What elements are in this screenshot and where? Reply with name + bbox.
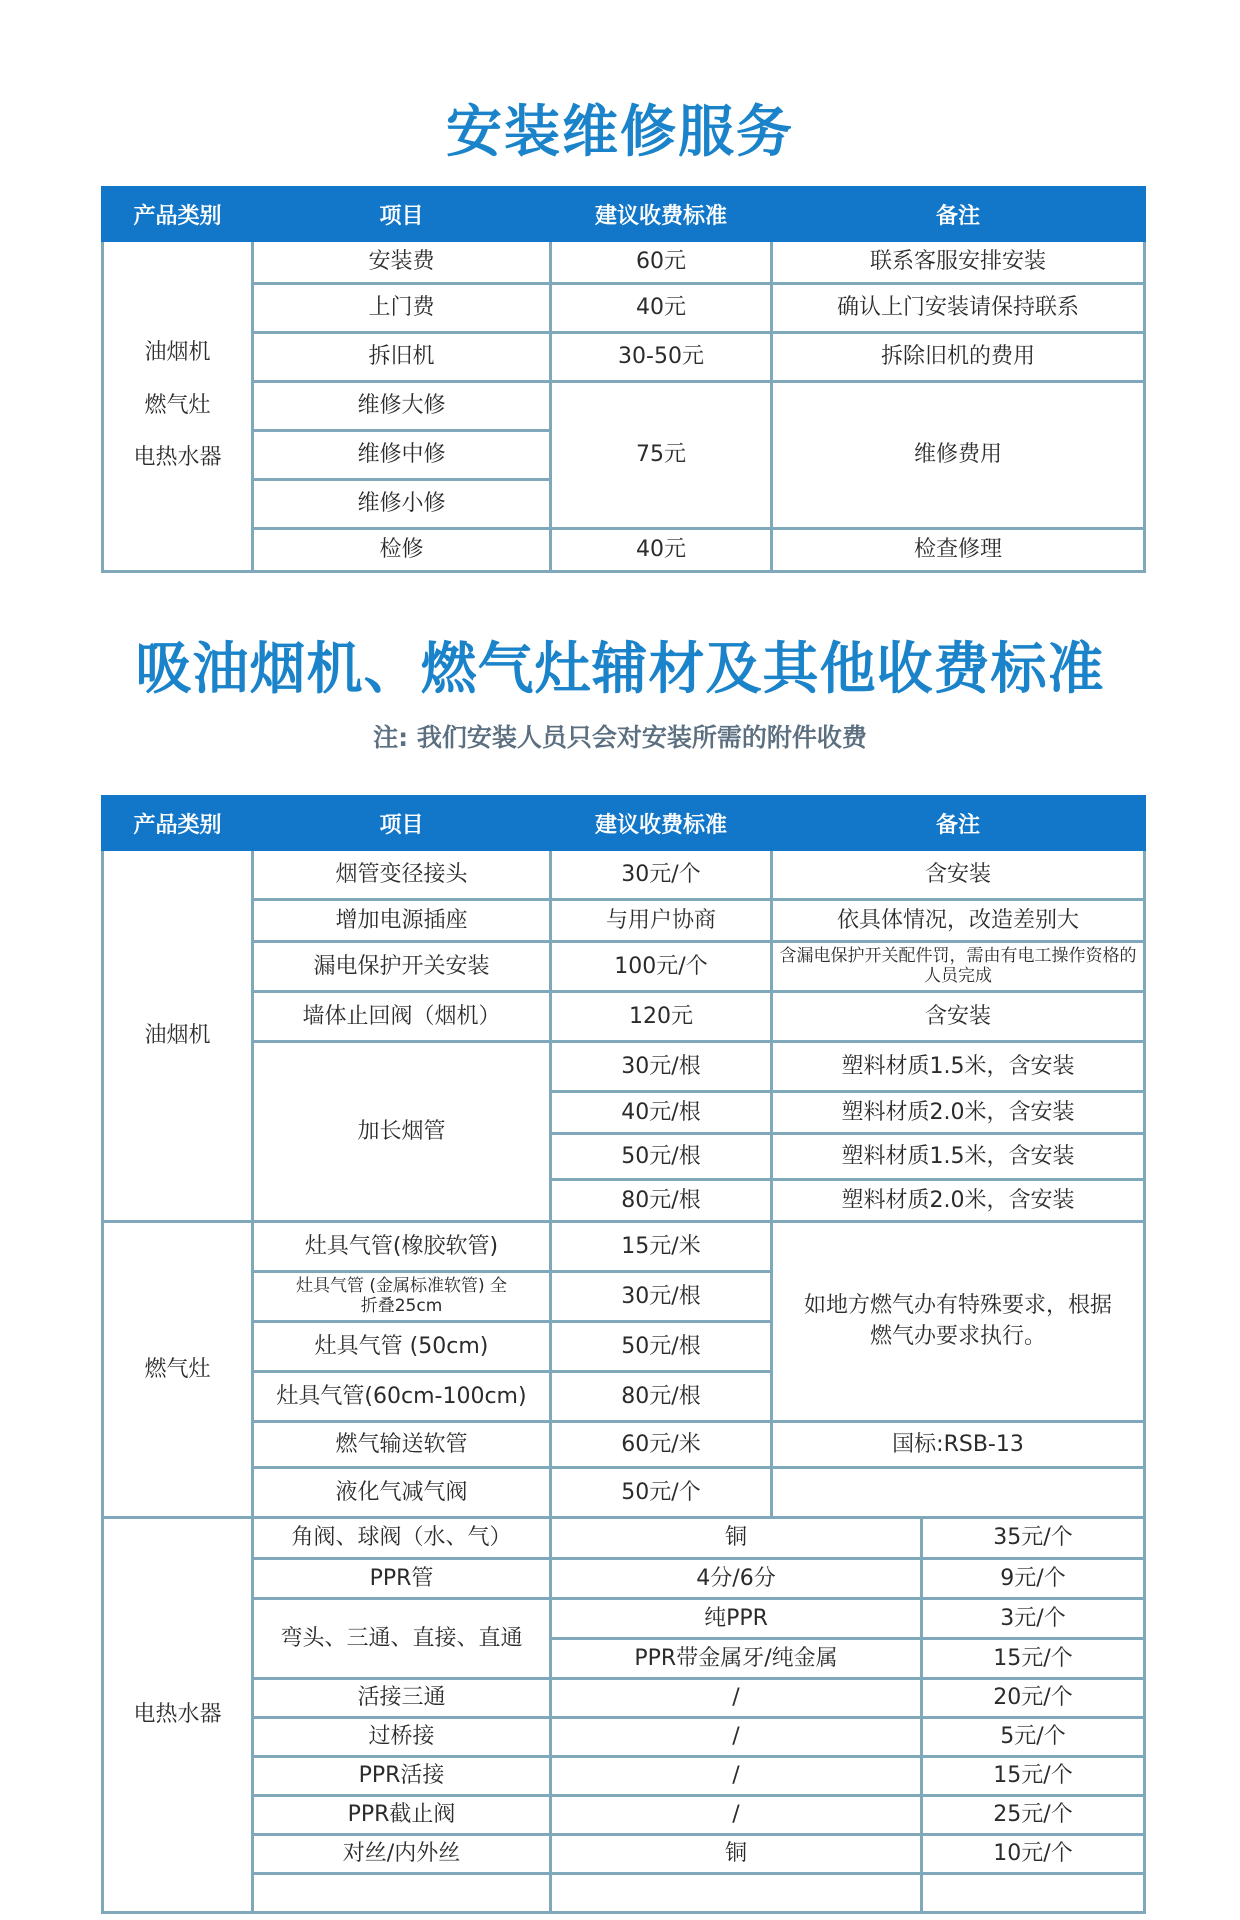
- material-cell: /: [551, 1679, 922, 1718]
- header-category: 产品类别: [103, 797, 253, 850]
- price-cell: 30元/个: [551, 850, 772, 900]
- material-cell: 4分/6分: [551, 1559, 922, 1599]
- price-cell: 120元: [551, 992, 772, 1042]
- price-cell: 60元/米: [551, 1422, 772, 1468]
- note-cell: 国标:RSB-13: [772, 1422, 1145, 1468]
- section-title-accessories: 吸油烟机、燃气灶辅材及其他收费标准: [135, 637, 1105, 702]
- item-cell: 漏电保护开关安装: [253, 942, 551, 992]
- table-row: [103, 1468, 1145, 1518]
- table-header-row: [103, 797, 1145, 850]
- install-repair-table: [101, 186, 1146, 573]
- table-row: [103, 1222, 1145, 1272]
- note-cell: 维修费用: [772, 382, 1145, 529]
- table-row: [103, 284, 1145, 333]
- category-heater: 电热水器: [103, 1518, 253, 1913]
- item-cell: 灶具气管 (金属标准软管) 全折叠25cm: [253, 1272, 551, 1322]
- note-cell: 塑料材质1.5米，含安装: [772, 1042, 1145, 1092]
- item-cell: 燃气输送软管: [253, 1422, 551, 1468]
- item-cell: 灶具气管(60cm-100cm): [253, 1372, 551, 1422]
- item-cell: 对丝/内外丝: [253, 1835, 551, 1874]
- header-note: 备注: [772, 797, 1145, 850]
- item-cell: 液化气减气阀: [253, 1468, 551, 1518]
- note-cell: 检查修理: [772, 529, 1145, 572]
- price-cell: 40元/根: [551, 1092, 772, 1134]
- price-cell: 20元/个: [922, 1679, 1145, 1718]
- item-cell: [253, 1874, 551, 1913]
- price-cell: 50元/个: [551, 1468, 772, 1518]
- table-row: [103, 1796, 1145, 1835]
- header-category: 产品类别: [103, 188, 253, 241]
- price-cell: 100元/个: [551, 942, 772, 992]
- material-cell: /: [551, 1796, 922, 1835]
- note-cell-shared: 如地方燃气办有特殊要求，根据燃气办要求执行。: [772, 1222, 1145, 1422]
- note-cell: 含安装: [772, 850, 1145, 900]
- price-cell: 35元/个: [922, 1518, 1145, 1559]
- price-cell: 40元: [551, 529, 772, 572]
- table-row: [103, 529, 1145, 572]
- note-cell: 塑料材质2.0米，含安装: [772, 1180, 1145, 1222]
- header-note: 备注: [772, 188, 1145, 241]
- item-cell: 拆旧机: [253, 333, 551, 382]
- price-cell: 5元/个: [922, 1718, 1145, 1757]
- material-cell: PPR带金属牙/纯金属: [551, 1639, 922, 1679]
- note-cell: 联系客服安排安装: [772, 241, 1145, 284]
- item-cell: 灶具气管 (50cm): [253, 1322, 551, 1372]
- item-cell: 检修: [253, 529, 551, 572]
- item-cell: PPR截止阀: [253, 1796, 551, 1835]
- table-row: [103, 992, 1145, 1042]
- price-cell: 50元/根: [551, 1134, 772, 1180]
- material-cell: 铜: [551, 1518, 922, 1559]
- item-cell: 墙体止回阀（烟机）: [253, 992, 551, 1042]
- price-cell: 25元/个: [922, 1796, 1145, 1835]
- note-cell: [772, 1468, 1145, 1518]
- note-cell: 塑料材质1.5米，含安装: [772, 1134, 1145, 1180]
- category-stove: 燃气灶: [103, 1222, 253, 1518]
- price-cell: 与用户协商: [551, 900, 772, 942]
- price-cell: 15元/个: [922, 1757, 1145, 1796]
- price-cell: 40元: [551, 284, 772, 333]
- material-cell: [551, 1874, 922, 1913]
- price-cell: 30-50元: [551, 333, 772, 382]
- price-cell: 75元: [551, 382, 772, 529]
- note-cell: 含漏电保护开关配件罚，需由有电工操作资格的人员完成: [772, 942, 1145, 992]
- item-cell: 过桥接: [253, 1718, 551, 1757]
- section-title-install-repair: 安装维修服务: [446, 100, 794, 165]
- table-row: [103, 900, 1145, 942]
- material-cell: /: [551, 1718, 922, 1757]
- price-cell: 30元/根: [551, 1042, 772, 1092]
- table-row: [103, 1835, 1145, 1874]
- material-cell: /: [551, 1757, 922, 1796]
- item-cell: 增加电源插座: [253, 900, 551, 942]
- header-item: 项目: [253, 797, 551, 850]
- table-row: [103, 1559, 1145, 1599]
- table-row: [103, 1422, 1145, 1468]
- table-row: [103, 942, 1145, 992]
- item-cell: 灶具气管(橡胶软管): [253, 1222, 551, 1272]
- price-cell: 50元/根: [551, 1322, 772, 1372]
- header-price: 建议收费标准: [551, 188, 772, 241]
- note-cell: 依具体情况，改造差别大: [772, 900, 1145, 942]
- material-cell: 铜: [551, 1835, 922, 1874]
- table-row: [103, 1518, 1145, 1559]
- item-cell: 加长烟管: [253, 1042, 551, 1222]
- price-cell: 80元/根: [551, 1372, 772, 1422]
- table-row: [103, 1042, 1145, 1092]
- item-cell: 弯头、三通、直接、直通: [253, 1599, 551, 1679]
- table-row: [103, 1718, 1145, 1757]
- table-row: [103, 850, 1145, 900]
- price-cell: 3元/个: [922, 1599, 1145, 1639]
- note-cell: 拆除旧机的费用: [772, 333, 1145, 382]
- price-cell: 15元/个: [922, 1639, 1145, 1679]
- item-cell: PPR管: [253, 1559, 551, 1599]
- note-cell: 塑料材质2.0米，含安装: [772, 1092, 1145, 1134]
- price-cell: [922, 1874, 1145, 1913]
- header-item: 项目: [253, 188, 551, 241]
- table-header-row: [103, 188, 1145, 241]
- table-row: [103, 1599, 1145, 1639]
- item-cell: 维修大修: [253, 382, 551, 431]
- table-row: [103, 382, 1145, 431]
- category-stove: 燃气灶: [144, 392, 211, 418]
- item-cell: 活接三通: [253, 1679, 551, 1718]
- price-cell: 9元/个: [922, 1559, 1145, 1599]
- price-cell: 80元/根: [551, 1180, 772, 1222]
- note-cell: 含安装: [772, 992, 1145, 1042]
- price-cell: 15元/米: [551, 1222, 772, 1272]
- note-cell: 确认上门安装请保持联系: [772, 284, 1145, 333]
- table-row: [103, 1874, 1145, 1913]
- header-price: 建议收费标准: [551, 797, 772, 850]
- category-heater: 电热水器: [133, 445, 222, 471]
- item-cell: PPR活接: [253, 1757, 551, 1796]
- category-hood: 油烟机: [144, 339, 211, 365]
- price-cell: 10元/个: [922, 1835, 1145, 1874]
- material-cell: 纯PPR: [551, 1599, 922, 1639]
- table-row: [103, 1679, 1145, 1718]
- section-note: 注: 我们安装人员只会对安装所需的附件收费: [373, 723, 867, 752]
- item-cell: 维修小修: [253, 480, 551, 529]
- table-row: [103, 333, 1145, 382]
- item-cell: 上门费: [253, 284, 551, 333]
- category-cell: [103, 241, 253, 572]
- item-cell: 角阀、球阀（水、气）: [253, 1518, 551, 1559]
- category-hood: 油烟机: [103, 850, 253, 1222]
- price-cell: 30元/根: [551, 1272, 772, 1322]
- item-cell: 安装费: [253, 241, 551, 284]
- table-row: [103, 241, 1145, 284]
- accessories-table: [101, 795, 1146, 1914]
- item-cell: 烟管变径接头: [253, 850, 551, 900]
- item-cell: 维修中修: [253, 431, 551, 480]
- price-cell: 60元: [551, 241, 772, 284]
- table-row: [103, 1757, 1145, 1796]
